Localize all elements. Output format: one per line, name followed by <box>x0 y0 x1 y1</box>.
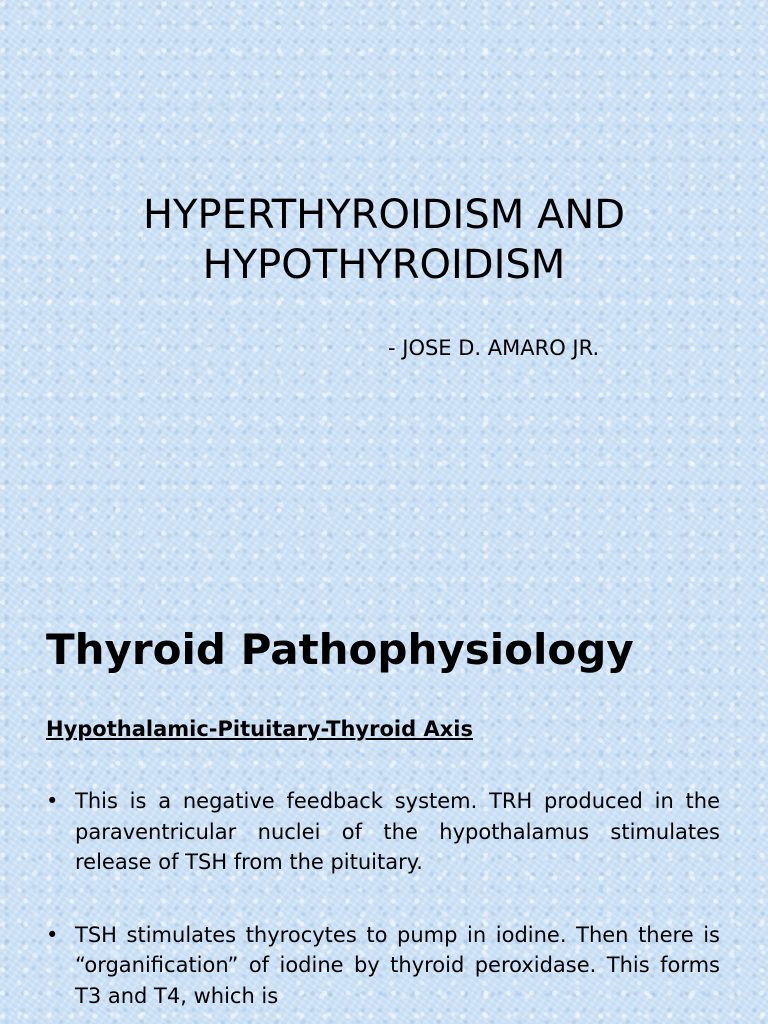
bullet-icon: • <box>46 789 59 813</box>
author-name: - JOSE D. AMARO JR. <box>388 336 600 360</box>
bullet-text: This is a negative feedback system. TRH produced in the paraventricular nuclei of the hypothalamus stimulates release of TSH from the pituitary. <box>75 789 720 874</box>
bullet-list <box>46 786 720 1024</box>
bullet-item <box>46 920 720 1012</box>
slide-heading: Thyroid Pathophysiology <box>46 625 634 674</box>
content-slide <box>0 560 768 1024</box>
title-line-2: HYPOTHYROIDISM <box>202 242 566 288</box>
bullet-icon: • <box>46 922 59 947</box>
bullet-item <box>46 786 720 878</box>
presentation-title <box>0 190 768 290</box>
slide-subheading: Hypothalamic-Pituitary-Thyroid Axis <box>46 717 473 741</box>
title-line-1: HYPERTHYROIDISM AND <box>142 192 626 238</box>
bullet-text: TSH stimulates thyrocytes to pump in iodine. Then there is “organification” of iodine by thyroid peroxidase. This forms T3 and T4, which is <box>75 922 720 1008</box>
